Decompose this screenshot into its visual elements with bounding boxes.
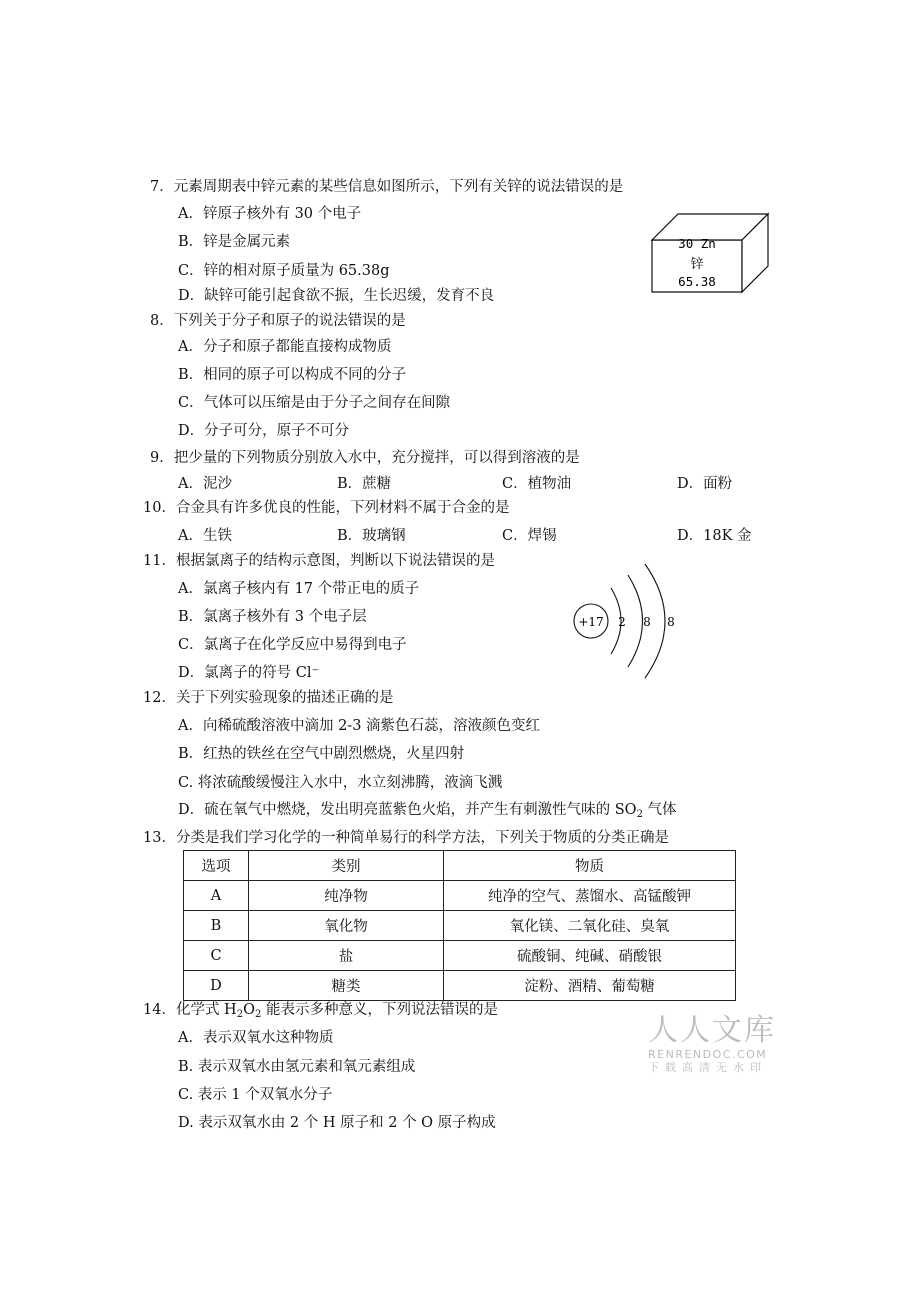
table-row [184, 941, 736, 971]
table-header-row [184, 851, 736, 881]
q11-option-a: A．氯离子核内有 17 个带正电的质子 [178, 581, 420, 597]
table-cell: C [184, 941, 249, 971]
table-cell: 糖类 [249, 971, 444, 1001]
q8-stem: 8．下列关于分子和原子的说法错误的是 [150, 313, 406, 329]
q8-option-c: C．气体可以压缩是由于分子之间存在间隙 [178, 395, 451, 411]
q11-option-c: C．氯离子在化学反应中易得到电子 [178, 637, 407, 653]
q10-option-c: C．焊锡 [502, 528, 557, 544]
table-cell: 淀粉、酒精、葡萄糖 [444, 971, 736, 1001]
q12-option-c: C. 将浓硫酸缓慢注入水中，水立刻沸腾，液滴飞溅 [178, 775, 503, 791]
chloride-ion-structure-diagram [565, 560, 685, 690]
zinc-name: 锌 [690, 257, 704, 272]
shell-2-electrons: 8 [643, 615, 651, 629]
table-row [184, 911, 736, 941]
nucleus-charge: +17 [578, 615, 604, 629]
q7-stem: 7．元素周期表中锌元素的某些信息如图所示，下列有关锌的说法错误的是 [150, 179, 624, 195]
table-cell: 氧化镁、二氧化硅、臭氧 [444, 911, 736, 941]
q12-option-b: B．红热的铁丝在空气中剧烈燃烧，火星四射 [178, 746, 465, 762]
q7-option-b: B．锌是金属元素 [178, 234, 291, 250]
q7-option-d: D．缺锌可能引起食欲不振，生长迟缓，发育不良 [178, 288, 495, 304]
q8-option-a: A．分子和原子都能直接构成物质 [178, 339, 392, 355]
watermark-url: RENRENDOC.COM [648, 1048, 768, 1061]
q14-option-b: B. 表示双氧水由氢元素和氧元素组成 [178, 1059, 416, 1075]
zinc-number-symbol: 30 Zn [678, 236, 716, 251]
table-row [184, 971, 736, 1001]
classification-table [183, 850, 736, 1001]
q9-stem: 9．把少量的下列物质分别放入水中，充分搅拌，可以得到溶液的是 [150, 450, 580, 466]
q11-option-d: D．氯离子的符号 Cl⁻ [178, 665, 320, 681]
q9-option-d: D．面粉 [677, 476, 733, 492]
q14-option-c: C. 表示 1 个双氧水分子 [178, 1087, 333, 1103]
q9-option-c: C．植物油 [502, 476, 572, 492]
table-header: 选项 [184, 851, 249, 881]
q10-option-d: D．18K 金 [677, 528, 752, 544]
q7-option-a: A．锌原子核外有 30 个电子 [178, 206, 362, 222]
table-cell: D [184, 971, 249, 1001]
table-cell: 纯净的空气、蒸馏水、高锰酸钾 [444, 881, 736, 911]
q12-option-d: D．硫在氧气中燃烧，发出明亮蓝紫色火焰，并产生有刺激性气味的 $SO_2$ 气体 [178, 802, 677, 820]
table-cell: A [184, 881, 249, 911]
zinc-mass: 65.38 [678, 274, 716, 289]
watermark-title: 人人文库 [648, 1013, 776, 1048]
q9-option-b: B．蔗糖 [337, 476, 392, 492]
q12-option-a: A．向稀硫酸溶液中滴加 2-3 滴紫色石蕊，溶液颜色变红 [178, 718, 541, 734]
table-header: 物质 [444, 851, 736, 881]
watermark-slogan: 下载高清无水印 [648, 1061, 767, 1074]
zinc-element-card [650, 212, 770, 296]
q10-stem: 10．合金具有许多优良的性能，下列材料不属于合金的是 [143, 500, 510, 516]
table-cell: B [184, 911, 249, 941]
q10-option-a: A．生铁 [178, 528, 232, 544]
q8-option-b: B．相同的原子可以构成不同的分子 [178, 367, 407, 383]
q9-option-a: A．泥沙 [178, 476, 232, 492]
q12-stem: 12．关于下列实验现象的描述正确的是 [143, 690, 394, 706]
q8-option-d: D．分子可分，原子不可分 [178, 423, 350, 439]
table-cell: 盐 [249, 941, 444, 971]
table-header: 类别 [249, 851, 444, 881]
q11-stem: 11．根据氯离子的结构示意图，判断以下说法错误的是 [143, 553, 495, 569]
table-row [184, 881, 736, 911]
q14-option-d: D. 表示双氧水由 2 个 H 原子和 2 个 O 原子构成 [178, 1115, 496, 1131]
q14-option-a: A．表示双氧水这种物质 [178, 1030, 334, 1046]
q11-option-b: B．氯离子核外有 3 个电子层 [178, 609, 367, 625]
table-cell: 硫酸铜、纯碱、硝酸银 [444, 941, 736, 971]
watermark [648, 1014, 776, 1075]
table-cell: 氧化物 [249, 911, 444, 941]
table-cell: 纯净物 [249, 881, 444, 911]
q14-stem: 14．化学式 $H_2O_2$ 能表示多种意义，下列说法错误的是 [143, 1002, 498, 1020]
q7-option-c: C．锌的相对原子质量为 65.38g [178, 263, 390, 279]
q13-stem: 13．分类是我们学习化学的一种简单易行的科学方法，下列关于物质的分类正确是 [143, 830, 669, 846]
shell-3-electrons: 8 [667, 615, 675, 629]
shell-1-electrons: 2 [618, 615, 626, 629]
q10-option-b: B．玻璃钢 [337, 528, 406, 544]
electron-shell-arc [628, 575, 643, 667]
